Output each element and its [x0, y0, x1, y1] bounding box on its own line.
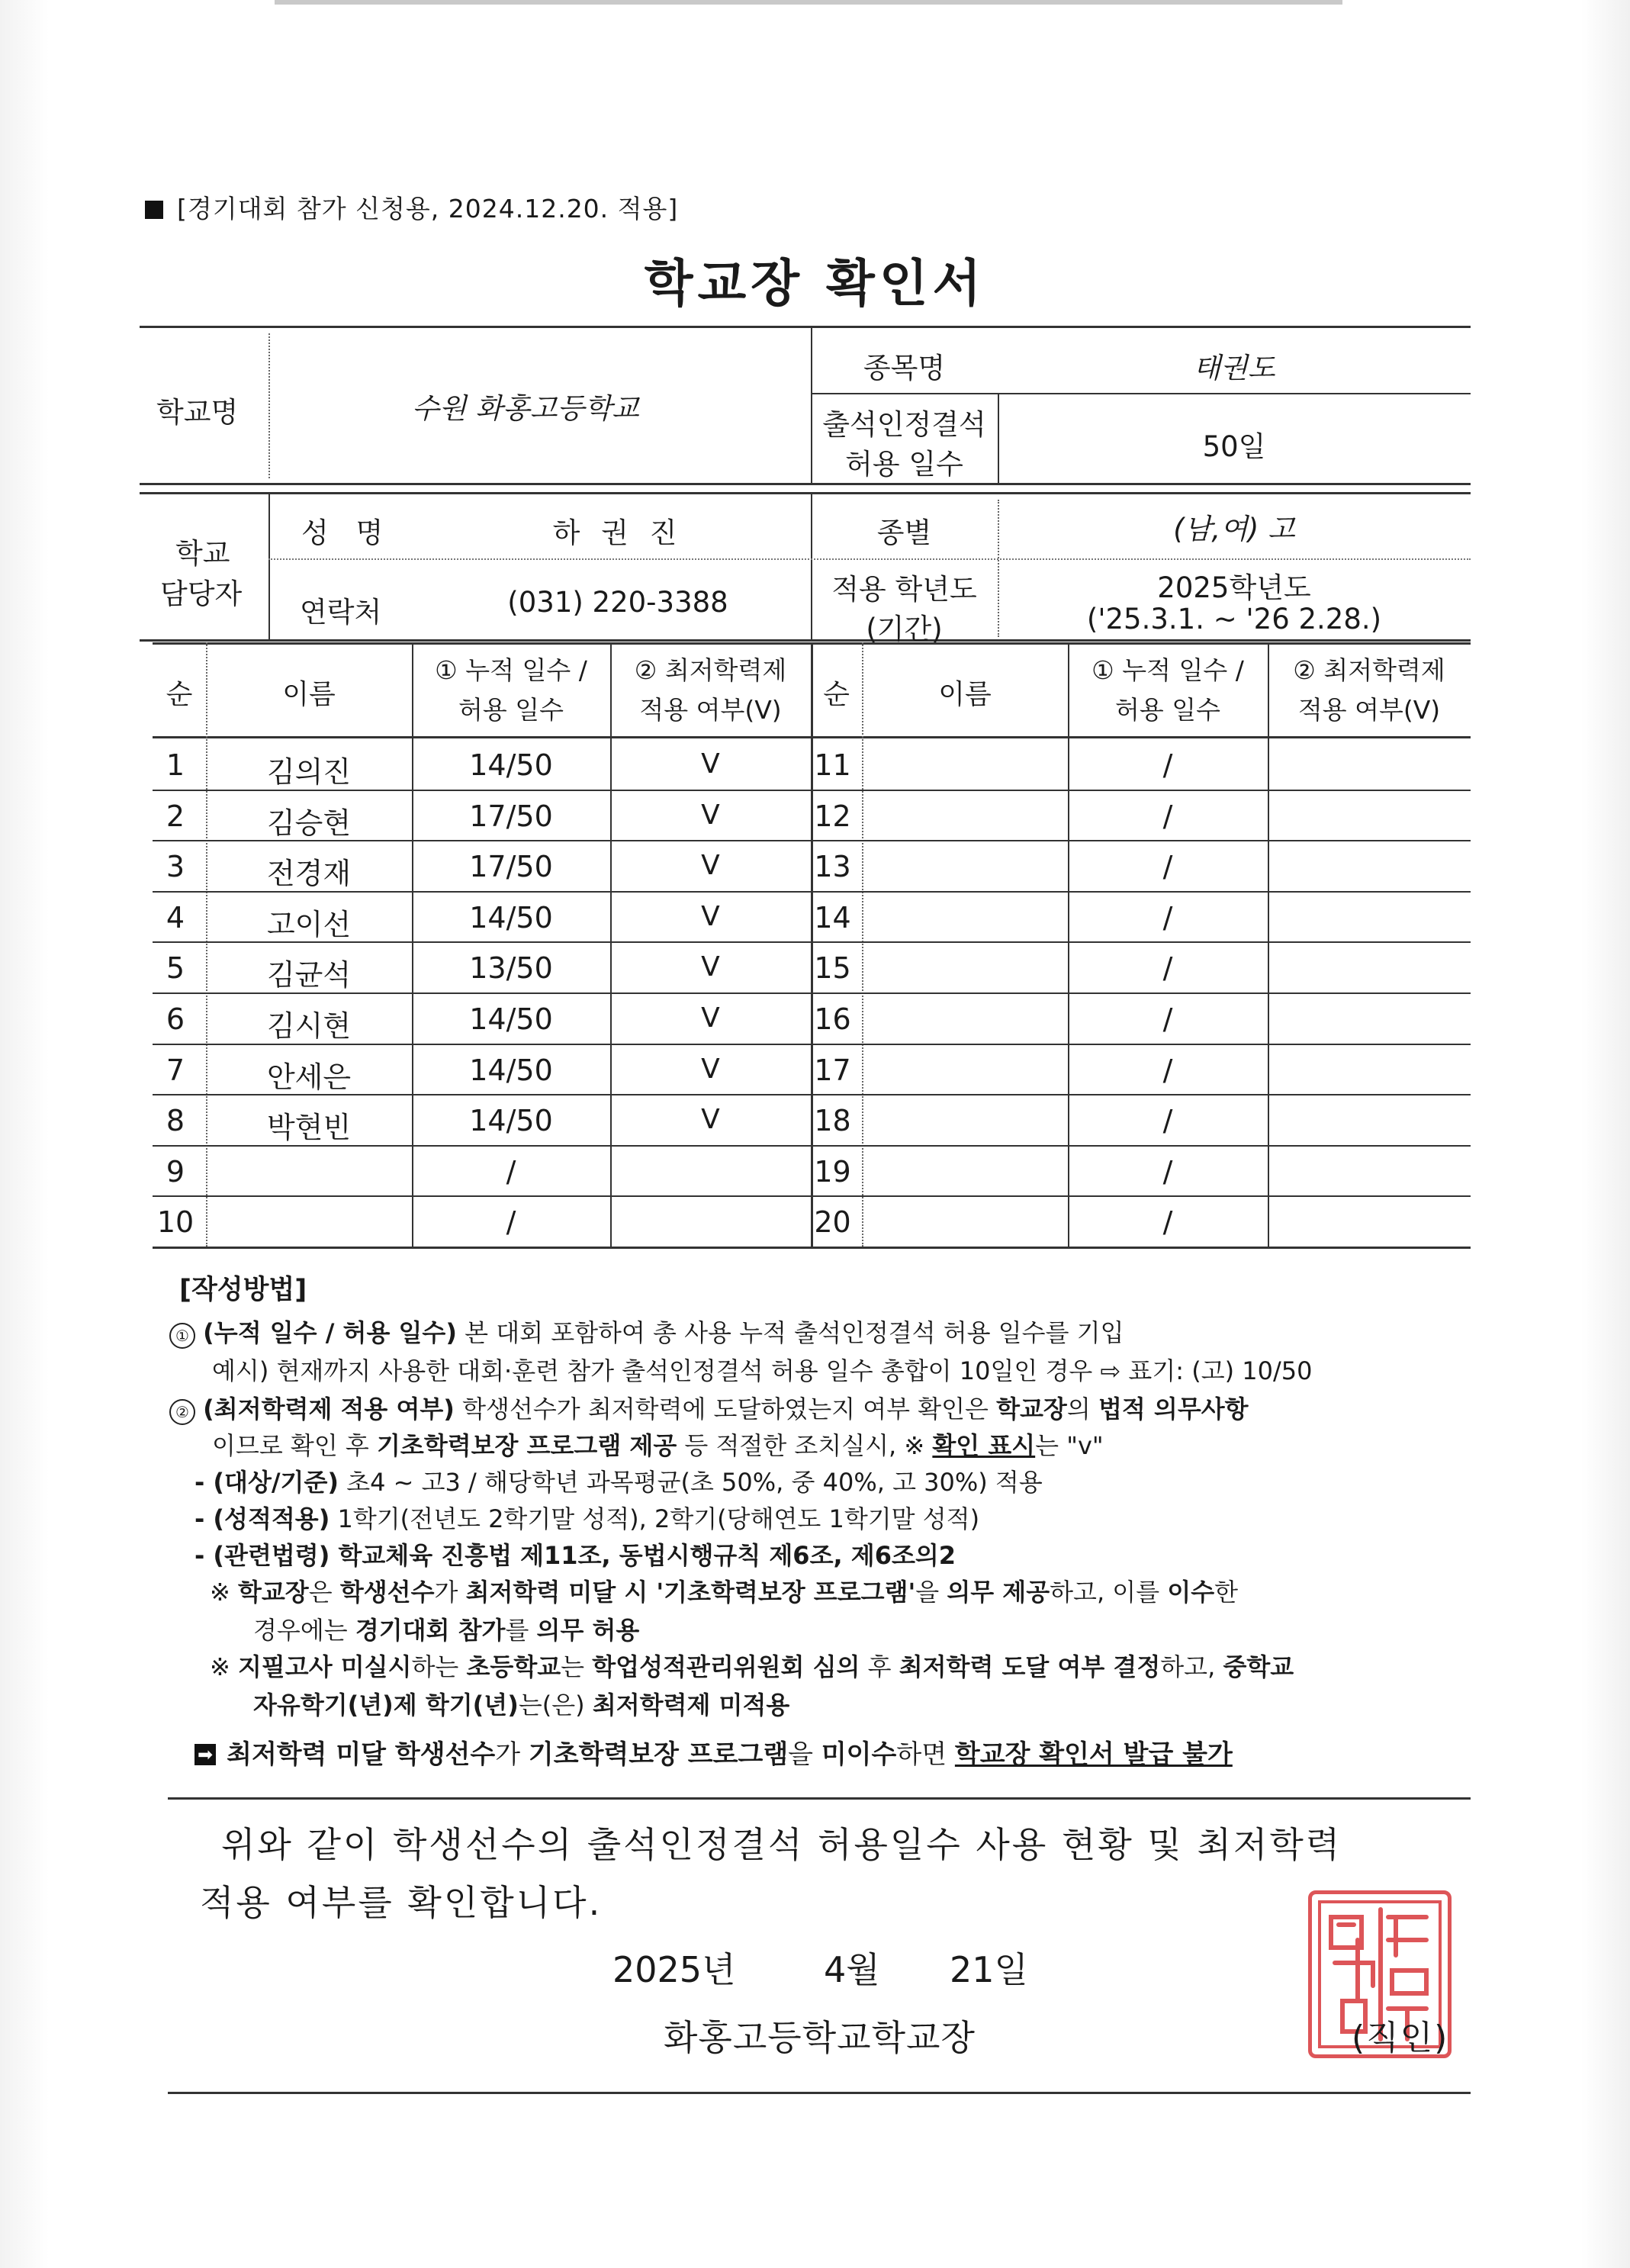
minimum-check-mark: V [701, 1002, 720, 1034]
manager-name-label: 성 명 [301, 516, 393, 549]
date-year: 2025년 [612, 1949, 736, 1990]
left-header-name: 이름 [282, 679, 336, 710]
left-header-min-2: 적용 여부(V) [639, 695, 782, 725]
cumulative-days: / [1162, 1053, 1173, 1087]
cumulative-days: 14/50 [469, 900, 553, 935]
row-number: 8 [166, 1104, 185, 1138]
school-name-label: 학교명 [156, 396, 239, 429]
method-line-9: 경우에는 경기대회 참가를 의무 허용 [253, 1616, 640, 1645]
left-header-no: 순 [166, 679, 193, 710]
cumulative-days: / [1162, 1154, 1173, 1189]
cumulative-days: / [1162, 1205, 1173, 1240]
method-line-4: 이므로 확인 후 기초학력보장 프로그램 제공 등 적절한 조치실시, ※ 확인 표시는 "v" [212, 1431, 1104, 1460]
cumulative-days: / [1162, 1104, 1173, 1138]
cumulative-days: / [1162, 951, 1173, 986]
row-number: 17 [814, 1053, 851, 1087]
form-notice: [경기대회 참가 신청용, 2024.12.20. 적용] [145, 189, 678, 225]
date-day: 21일 [950, 1949, 1028, 1990]
method-line-6: - (성적적용) 1학기(전년도 2학기말 성적), 2학기(당해연도 1학기말 성적) [195, 1504, 980, 1533]
scan-edge [275, 0, 1342, 5]
student-name: 김승현 [266, 806, 352, 840]
method-title: [작성방법] [179, 1275, 307, 1305]
cumulative-days: / [1162, 748, 1173, 782]
row-number: 12 [814, 799, 851, 833]
table-rule [1268, 642, 1269, 1247]
cumulative-days: / [506, 1154, 516, 1189]
document-title: 학교장 확인서 [644, 254, 986, 313]
left-header-min-1: ② 최저학력제 [634, 655, 787, 685]
year-value-2: ('25.3.1. ~ '26 2.28.) [1086, 603, 1382, 635]
row-number: 2 [166, 799, 185, 833]
row-number: 1 [166, 748, 185, 782]
allowed-days-label-2: 허용 일수 [845, 448, 963, 481]
row-number: 13 [814, 850, 851, 884]
student-name: 안세은 [266, 1060, 352, 1094]
table-rule [610, 642, 612, 1247]
cumulative-days: / [1162, 1002, 1173, 1036]
student-name: 박현빈 [266, 1111, 352, 1145]
minimum-check-mark: V [701, 1053, 720, 1085]
square-bullet-icon [145, 201, 163, 219]
right-header-days-1: ① 누적 일수 / [1091, 655, 1244, 685]
confirmation-line-2: 적용 여부를 확인합니다. [200, 1882, 603, 1923]
gender-value: (남,여) 고 [1173, 513, 1295, 545]
row-number: 5 [166, 951, 185, 986]
student-name: 김의진 [266, 755, 352, 789]
table-rule [206, 642, 207, 1247]
table-rule [153, 1247, 1471, 1249]
cumulative-days: / [1162, 850, 1173, 884]
allowed-days-value: 50일 [1202, 430, 1266, 463]
cumulative-days: / [1162, 799, 1173, 833]
manager-label-1: 학교 [175, 537, 230, 570]
seal-label: (직인) [1352, 2019, 1449, 2057]
method-line-1: ① (누적 일수 / 허용 일수) 본 대회 포함하여 총 사용 누적 출석인정결석 허용 일수를 기입 [169, 1314, 1124, 1349]
method-line-12: ➡ 최저학력 미달 학생선수가 기초학력보장 프로그램을 미이수하면 학교장 확인서 발급 불가 [195, 1733, 1233, 1771]
school-name-value: 수원 화홍고등학교 [412, 392, 639, 425]
table-rule [153, 1195, 1471, 1197]
principal-name: 화홍고등학교학교장 [664, 2017, 976, 2058]
row-number: 15 [814, 951, 851, 986]
minimum-check-mark: V [701, 951, 720, 983]
cumulative-days: 13/50 [469, 951, 553, 986]
student-name: 김균석 [266, 958, 352, 992]
row-number: 20 [814, 1205, 851, 1240]
year-label-2: (기간) [866, 613, 943, 645]
right-header-min-2: 적용 여부(V) [1297, 695, 1441, 725]
row-number: 14 [814, 900, 851, 935]
right-header-no: 순 [823, 679, 850, 710]
method-line-7: - (관련법령) 학교체육 진흥법 제11조, 동법시행규칙 제6조, 제6조의2 [195, 1541, 956, 1570]
cumulative-days: 14/50 [469, 748, 553, 782]
row-number: 10 [156, 1205, 195, 1240]
contact-label: 연락처 [300, 596, 382, 629]
method-line-5: - (대상/기준) 초4 ~ 고3 / 해당학년 과목평균(초 50%, 중 40%, 고 30%) 적용 [195, 1468, 1043, 1497]
right-header-name: 이름 [938, 679, 992, 710]
arrow-box-icon: ➡ [195, 1744, 216, 1765]
row-number: 7 [166, 1053, 185, 1087]
row-number: 9 [166, 1154, 185, 1189]
row-number: 4 [166, 900, 185, 935]
row-number: 6 [166, 1002, 185, 1036]
method-line-3: ② (최저학력제 적용 여부) 학생선수가 최저학력에 도달하였는지 여부 확인은 학교장의 법적 의무사항 [169, 1390, 1249, 1425]
manager-name-value: 하 권 진 [552, 516, 683, 549]
year-label-1: 적용 학년도 [831, 573, 977, 606]
manager-label-2: 담당자 [160, 577, 243, 610]
cumulative-days: 14/50 [469, 1002, 553, 1036]
confirmation-line-1: 위와 같이 학생선수의 출석인정결석 허용일수 사용 현황 및 최저학력 [221, 1824, 1342, 1865]
method-line-8: ※ 학교장은 학생선수가 최저학력 미달 시 '기초학력보장 프로그램'을 의무 제공하고, 이를 이수한 [210, 1578, 1239, 1607]
right-header-days-2: 허용 일수 [1114, 695, 1220, 725]
table-rule [862, 642, 863, 1247]
row-number: 11 [814, 748, 851, 782]
cumulative-days: 17/50 [469, 799, 553, 833]
year-value-1: 2025학년도 [1157, 571, 1311, 604]
minimum-check-mark: V [701, 799, 720, 831]
row-number: 16 [814, 1002, 851, 1036]
cumulative-days: 14/50 [469, 1053, 553, 1087]
student-name: 고이선 [266, 907, 352, 941]
allowed-days-label-1: 출석인정결석 [822, 408, 986, 441]
minimum-check-mark: V [701, 900, 720, 932]
row-number: 3 [166, 850, 185, 884]
method-line-11: 자유학기(년)제 학기(년)는(은) 최저학력제 미적용 [253, 1691, 790, 1719]
minimum-check-mark: V [701, 748, 720, 780]
row-number: 19 [814, 1154, 851, 1189]
gender-label: 종별 [876, 516, 932, 549]
right-header-min-1: ② 최저학력제 [1293, 655, 1445, 685]
method-line-2: 예시) 현재까지 사용한 대회·훈련 참가 출석인정결석 허용 일수 총합이 10일인 경우 ⇨ 표기: (고) 10/50 [212, 1356, 1313, 1385]
date-month: 4월 [824, 1949, 880, 1990]
minimum-check-mark: V [701, 850, 720, 882]
left-header-days-2: 허용 일수 [458, 695, 564, 725]
cumulative-days: 14/50 [469, 1104, 553, 1138]
method-line-10: ※ 지필고사 미실시하는 초등학교는 학업성적관리위원회 심의 후 최저학력 도달 여부 결정하고, 중학교 [210, 1652, 1294, 1681]
cumulative-days: 17/50 [469, 850, 553, 884]
cumulative-days: / [1162, 900, 1173, 935]
minimum-check-mark: V [701, 1104, 720, 1136]
cumulative-days: / [506, 1205, 516, 1240]
student-name: 전경재 [266, 857, 352, 891]
sport-label: 종목명 [863, 352, 946, 384]
left-header-days-1: ① 누적 일수 / [435, 655, 587, 685]
student-name: 김시현 [266, 1009, 352, 1043]
sport-value: 태권도 [1193, 352, 1275, 384]
row-number: 18 [814, 1104, 851, 1138]
contact-value: (031) 220-3388 [507, 586, 728, 619]
